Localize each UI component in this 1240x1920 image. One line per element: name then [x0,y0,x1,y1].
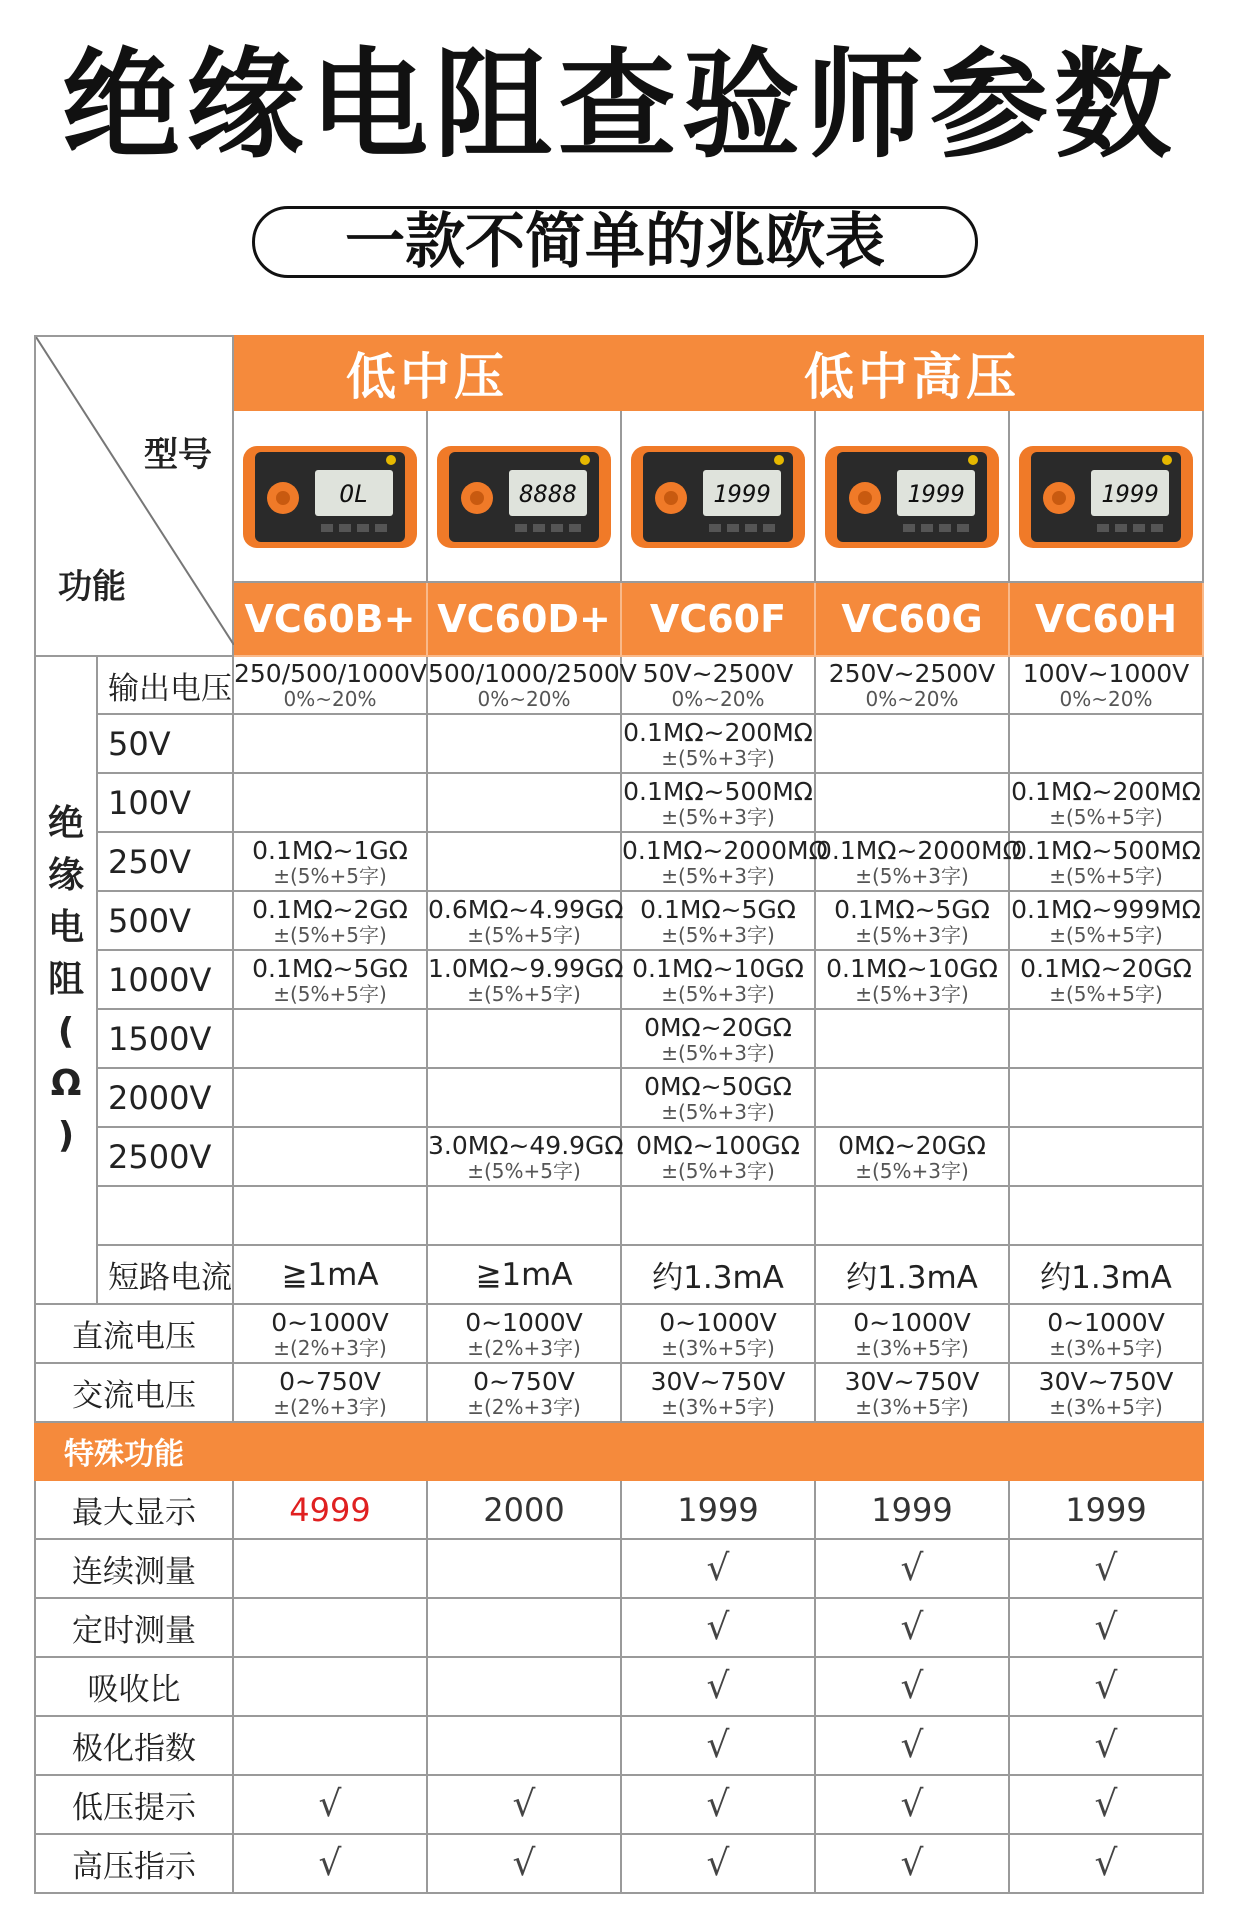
value-cell [621,714,815,773]
value-range: 500/1000/2500V [428,659,637,688]
value-cell [233,1009,427,1068]
value-accuracy: ±(5%+3字) [855,922,969,947]
value-accuracy: ±(5%+3字) [855,863,969,888]
value-cell [621,1127,815,1186]
meter-lcd-readout: OL [339,480,369,508]
value-cell [233,1363,427,1422]
value-range: 0MΩ~20GΩ [644,1012,792,1042]
corner-header [35,336,233,656]
row-range-1500V [35,1009,1203,1068]
value-range: 0.1MΩ~10GΩ [826,953,998,983]
check-mark: √ [1009,1834,1203,1893]
value-range: 30V~750V [844,1366,980,1396]
value-cell: 1999 [1009,1480,1203,1539]
empty-cell [233,1539,427,1598]
model-image-cell [233,410,427,582]
value-accuracy: 0%~20% [671,687,765,711]
value-cell [1009,1009,1203,1068]
value-range: 0~750V [279,1366,381,1396]
value-accuracy: ±(5%+3字) [661,981,775,1006]
value-cell [1009,714,1203,773]
row-label: 输出电压 [97,656,233,714]
value-cell [815,950,1009,1009]
row-label: 100V [97,773,233,832]
check-mark: √ [621,1657,815,1716]
value-cell [815,1304,1009,1363]
row-feature [35,1775,1203,1834]
empty-cell [233,1186,427,1245]
model-image-cell [1009,410,1203,582]
value-accuracy: ±(3%+5字) [855,1394,969,1419]
value-cell: ≧1mA [233,1245,427,1304]
value-accuracy: ±(2%+3字) [467,1394,581,1419]
value-cell [815,1068,1009,1127]
empty-cell [233,1598,427,1657]
value-range: 30V~750V [1038,1366,1174,1396]
value-accuracy: ±(5%+3字) [855,1158,969,1183]
empty-cell [621,1186,815,1245]
multimeter-image [435,440,613,552]
row-label: 1500V [97,1009,233,1068]
row-output-voltage [35,656,1203,714]
value-range: 100V~1000V [1022,659,1190,688]
check-mark: √ [427,1834,621,1893]
value-cell: 1999 [621,1480,815,1539]
value-cell: 约1.3mA [815,1245,1009,1304]
special-functions-header: 特殊功能 [35,1422,1203,1480]
value-accuracy: ±(5%+3字) [661,804,775,829]
multimeter-image [1017,440,1195,552]
value-accuracy: ±(5%+5字) [273,922,387,947]
value-accuracy: ±(3%+5字) [661,1394,775,1419]
model-name-4: VC60H [1009,582,1203,656]
row-max-display [35,1480,1203,1539]
row-label: 直流电压 [35,1304,233,1363]
model-name-1: VC60D+ [427,582,621,656]
model-image-cell [815,410,1009,582]
value-cell [1009,1304,1203,1363]
check-mark: √ [1009,1598,1203,1657]
row-label: 高压指示 [35,1834,233,1893]
row-label: 连续测量 [35,1539,233,1598]
row-range-2500V [35,1127,1203,1186]
row-range-250V [35,832,1203,891]
value-cell [233,656,427,714]
insulation-label-char: 电 [47,907,84,948]
model-image-cell [621,410,815,582]
value-range: 0.1MΩ~1GΩ [252,835,408,865]
value-cell [621,656,815,714]
value-cell [621,891,815,950]
row-feature [35,1539,1203,1598]
value-cell [427,832,621,891]
value-cell [233,714,427,773]
value-range: 0.1MΩ~999MΩ [1011,894,1201,924]
check-mark: √ [621,1775,815,1834]
insulation-label-char: 缘 [47,855,84,896]
value-cell [815,832,1022,891]
value-range: 0~1000V [271,1307,389,1337]
row-label: 1000V [97,950,233,1009]
value-cell [1009,1363,1203,1422]
value-cell [233,1068,427,1127]
row-short-current [35,1245,1203,1304]
subtitle-badge: 一款不简单的兆欧表 [252,206,978,278]
corner-model-label: 型号 [144,435,212,475]
row-range-1000V [35,950,1203,1009]
check-mark: √ [233,1775,427,1834]
model-name-3: VC60G [815,582,1009,656]
value-cell [427,714,621,773]
value-cell: ≧1mA [427,1245,621,1304]
row-feature [35,1716,1203,1775]
value-cell [1009,891,1203,950]
value-cell [427,1363,621,1422]
value-accuracy: ±(5%+5字) [273,863,387,888]
value-range: 3.0MΩ~49.9GΩ [428,1130,624,1160]
model-name-2: VC60F [621,582,815,656]
value-accuracy: ±(5%+5字) [1049,863,1163,888]
value-accuracy: ±(5%+3字) [661,863,775,888]
meter-lcd-readout: 1999 [1101,480,1159,508]
value-cell [233,891,427,950]
value-cell [621,1009,815,1068]
value-range: 0MΩ~50GΩ [644,1071,792,1101]
empty-cell [427,1657,621,1716]
value-accuracy: ±(2%+3字) [467,1335,581,1360]
value-accuracy: ±(5%+5字) [467,981,581,1006]
value-cell [233,1304,427,1363]
empty-cell [427,1716,621,1775]
value-cell [233,950,427,1009]
check-mark: √ [1009,1539,1203,1598]
insulation-label-char: ( [57,1011,75,1052]
value-range: 0.1MΩ~2GΩ [252,894,408,924]
row-feature [35,1657,1203,1716]
value-cell [621,832,828,891]
value-accuracy: ±(3%+5字) [855,1335,969,1360]
value-range: 250/500/1000V [234,659,428,688]
value-accuracy: ±(5%+5字) [1049,922,1163,947]
row-label: 2000V [97,1068,233,1127]
value-cell [815,1009,1009,1068]
value-range: 0.1MΩ~20GΩ [1020,953,1192,983]
multimeter-image [629,440,807,552]
row-label: 最大显示 [35,1480,233,1539]
value-range: 0.1MΩ~500MΩ [1011,835,1201,865]
insulation-label-char: Ω [50,1063,82,1104]
row-label: 50V [97,714,233,773]
value-accuracy: 0%~20% [477,687,571,711]
value-cell [815,891,1009,950]
value-accuracy: ±(5%+3字) [855,981,969,1006]
value-accuracy: ±(5%+5字) [1049,981,1163,1006]
check-mark: √ [621,1598,815,1657]
meter-lcd-readout: 1999 [713,480,771,508]
value-range: 0.1MΩ~10GΩ [632,953,804,983]
value-cell: 4999 [233,1480,427,1539]
value-range: 0~1000V [465,1307,583,1337]
value-range: 0.1MΩ~500MΩ [623,776,813,806]
value-accuracy: ±(5%+3字) [661,1158,775,1183]
row-range-100V [35,773,1203,832]
check-mark: √ [427,1775,621,1834]
model-image-cell [427,410,621,582]
value-range: 0.6MΩ~4.99GΩ [428,894,624,924]
value-range: 0.1MΩ~200MΩ [623,717,813,747]
value-accuracy: ±(3%+5字) [1049,1394,1163,1419]
value-accuracy: 0%~20% [1059,687,1153,711]
row-label: 交流电压 [35,1363,233,1422]
multimeter-image [823,440,1001,552]
value-range: 0.1MΩ~5GΩ [834,894,990,924]
check-mark: √ [815,1775,1009,1834]
value-range: 0.1MΩ~5GΩ [640,894,796,924]
row-range-500V [35,891,1203,950]
empty-cell [427,1186,621,1245]
value-cell [815,1127,1009,1186]
empty-cell [97,1186,233,1245]
value-cell [427,1127,624,1186]
value-accuracy: ±(5%+3字) [661,1099,775,1124]
value-cell [815,656,1009,714]
value-cell [1009,656,1203,714]
row-label: 短路电流 [97,1245,233,1304]
row-label: 极化指数 [35,1716,233,1775]
value-cell [621,1304,815,1363]
row-label: 500V [97,891,233,950]
insulation-label-char: 绝 [47,803,84,844]
empty-cell [233,1657,427,1716]
value-accuracy: ±(3%+5字) [661,1335,775,1360]
value-cell [233,773,427,832]
empty-cell [427,1598,621,1657]
value-accuracy: ±(5%+5字) [1049,804,1163,829]
value-cell [1009,832,1203,891]
row-range-2000V [35,1068,1203,1127]
insulation-label-char: ) [57,1115,75,1156]
value-cell [815,773,1009,832]
check-mark: √ [1009,1775,1203,1834]
group-low-mid-high: 低中高压 [621,336,1203,410]
value-cell [427,773,621,832]
value-accuracy: ±(5%+3字) [661,922,775,947]
check-mark: √ [815,1834,1009,1893]
value-cell: 2000 [427,1480,621,1539]
check-mark: √ [621,1539,815,1598]
value-cell [621,1363,815,1422]
row-range-50V [35,714,1203,773]
value-range: 0~1000V [659,1307,777,1337]
value-cell [233,832,427,891]
empty-cell [427,1539,621,1598]
insulation-resistance-label [35,656,97,1304]
value-cell: 约1.3mA [621,1245,815,1304]
model-name-0: VC60B+ [233,582,427,656]
value-cell: 约1.3mA [1009,1245,1203,1304]
value-accuracy: ±(5%+3字) [661,1040,775,1065]
value-cell [427,891,624,950]
row-label: 2500V [97,1127,233,1186]
value-cell: 1999 [815,1480,1009,1539]
row-empty [35,1186,1203,1245]
value-range: 1.0MΩ~9.99GΩ [428,953,624,983]
check-mark: √ [621,1834,815,1893]
value-accuracy: ±(5%+5字) [467,1158,581,1183]
multimeter-image [241,440,419,552]
value-accuracy: 0%~20% [283,687,377,711]
value-range: 0MΩ~20GΩ [838,1130,986,1160]
value-accuracy: ±(2%+3字) [273,1394,387,1419]
empty-cell [233,1716,427,1775]
value-range: 0MΩ~100GΩ [636,1130,800,1160]
value-cell [815,714,1009,773]
value-cell [427,656,637,714]
value-cell [815,1363,1009,1422]
value-accuracy: ±(5%+5字) [273,981,387,1006]
value-cell [621,950,815,1009]
value-cell [233,1127,427,1186]
row-label: 250V [97,832,233,891]
check-mark: √ [815,1539,1009,1598]
row-feature [35,1834,1203,1893]
value-range: 30V~750V [650,1366,786,1396]
corner-function-label: 功能 [58,567,126,607]
value-accuracy: 0%~20% [865,687,959,711]
meter-lcd-readout: 1999 [907,480,965,508]
value-cell [621,1068,815,1127]
value-cell [1009,1068,1203,1127]
value-accuracy: ±(5%+5字) [467,922,581,947]
value-cell [427,1009,621,1068]
check-mark: √ [1009,1716,1203,1775]
value-range: 0~1000V [1047,1307,1165,1337]
empty-cell [1009,1186,1203,1245]
value-range: 0~750V [473,1366,575,1396]
value-range: 0.1MΩ~2000MΩ [622,835,828,865]
value-range: 50V~2500V [642,659,794,688]
group-low-mid: 低中压 [233,336,621,410]
value-cell [427,1304,621,1363]
row-label: 低压提示 [35,1775,233,1834]
check-mark: √ [815,1716,1009,1775]
spec-table [34,335,1204,1894]
value-range: 0.1MΩ~200MΩ [1011,776,1201,806]
check-mark: √ [815,1598,1009,1657]
value-range: 0~1000V [853,1307,971,1337]
value-cell [1009,773,1203,832]
value-cell [1009,1127,1203,1186]
value-range: 0.1MΩ~2000MΩ [816,835,1022,865]
value-cell [427,1068,621,1127]
row-feature [35,1598,1203,1657]
value-range: 0.1MΩ~5GΩ [252,953,408,983]
value-accuracy: ±(2%+3字) [273,1335,387,1360]
meter-lcd-readout: 8888 [519,480,577,508]
check-mark: √ [1009,1657,1203,1716]
check-mark: √ [815,1657,1009,1716]
value-cell [1009,950,1203,1009]
page-title: 绝缘电阻查验师参数 [61,36,1178,174]
check-mark: √ [233,1834,427,1893]
row-label: 定时测量 [35,1598,233,1657]
row-special-title [35,1422,1203,1480]
value-accuracy: ±(5%+3字) [661,745,775,770]
value-accuracy: ±(3%+5字) [1049,1335,1163,1360]
row-ac-voltage [35,1363,1203,1422]
value-cell [427,950,624,1009]
empty-cell [815,1186,1009,1245]
row-label: 吸收比 [35,1657,233,1716]
value-range: 250V~2500V [828,659,996,688]
value-cell [621,773,815,832]
check-mark: √ [621,1716,815,1775]
row-dc-voltage [35,1304,1203,1363]
insulation-label-char: 阻 [47,959,84,1000]
